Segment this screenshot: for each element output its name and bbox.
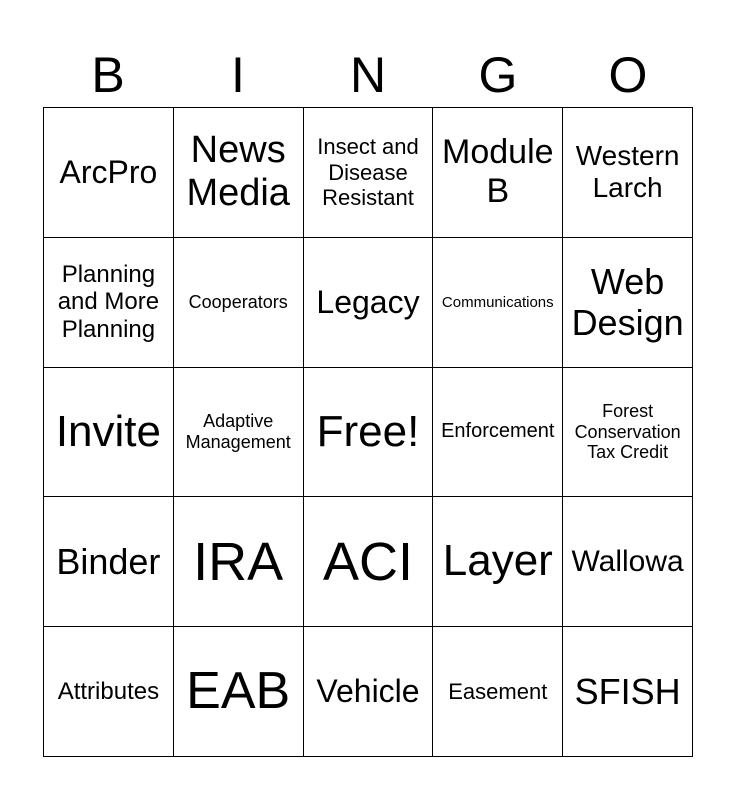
bingo-cell-r5c5[interactable]: SFISH bbox=[563, 627, 693, 757]
bingo-cell-r5c2[interactable]: EAB bbox=[174, 627, 304, 757]
bingo-cell-r1c2[interactable]: News Media bbox=[174, 108, 304, 238]
bingo-cell-r4c5[interactable]: Wallowa bbox=[563, 497, 693, 627]
bingo-cell-r2c3[interactable]: Legacy bbox=[304, 238, 434, 368]
bingo-cell-r3c5[interactable]: Forest Conservation Tax Credit bbox=[563, 368, 693, 498]
bingo-grid bbox=[43, 107, 693, 757]
bingo-cell-r3c3-free[interactable]: Free! bbox=[304, 368, 434, 498]
bingo-cell-r3c2[interactable]: Adaptive Management bbox=[174, 368, 304, 498]
bingo-cell-r1c5[interactable]: Western Larch bbox=[563, 108, 693, 238]
bingo-cell-r1c3[interactable]: Insect and Disease Resistant bbox=[304, 108, 434, 238]
header-letter-i: I bbox=[231, 47, 245, 103]
bingo-cell-r5c1[interactable]: Attributes bbox=[44, 627, 174, 757]
bingo-cell-r2c1[interactable]: Planning and More Planning bbox=[44, 238, 174, 368]
bingo-cell-r4c1[interactable]: Binder bbox=[44, 497, 174, 627]
bingo-cell-r4c2[interactable]: IRA bbox=[174, 497, 304, 627]
header-letter-o: O bbox=[608, 47, 648, 103]
bingo-header bbox=[43, 44, 693, 106]
bingo-cell-r4c4[interactable]: Layer bbox=[433, 497, 563, 627]
bingo-cell-r1c1[interactable]: ArcPro bbox=[44, 108, 174, 238]
bingo-cell-r5c4[interactable]: Easement bbox=[433, 627, 563, 757]
header-letter-n: N bbox=[349, 47, 387, 103]
header-letter-b: B bbox=[91, 47, 125, 103]
bingo-cell-r2c4[interactable]: Communications bbox=[433, 238, 563, 368]
bingo-cell-r2c5[interactable]: Web Design bbox=[563, 238, 693, 368]
bingo-cell-r5c3[interactable]: Vehicle bbox=[304, 627, 434, 757]
header-letter-g: G bbox=[478, 47, 518, 103]
bingo-cell-r1c4[interactable]: Module B bbox=[433, 108, 563, 238]
bingo-cell-r3c4[interactable]: Enforcement bbox=[433, 368, 563, 498]
bingo-cell-r3c1[interactable]: Invite bbox=[44, 368, 174, 498]
bingo-cell-r4c3[interactable]: ACI bbox=[304, 497, 434, 627]
bingo-cell-r2c2[interactable]: Cooperators bbox=[174, 238, 304, 368]
